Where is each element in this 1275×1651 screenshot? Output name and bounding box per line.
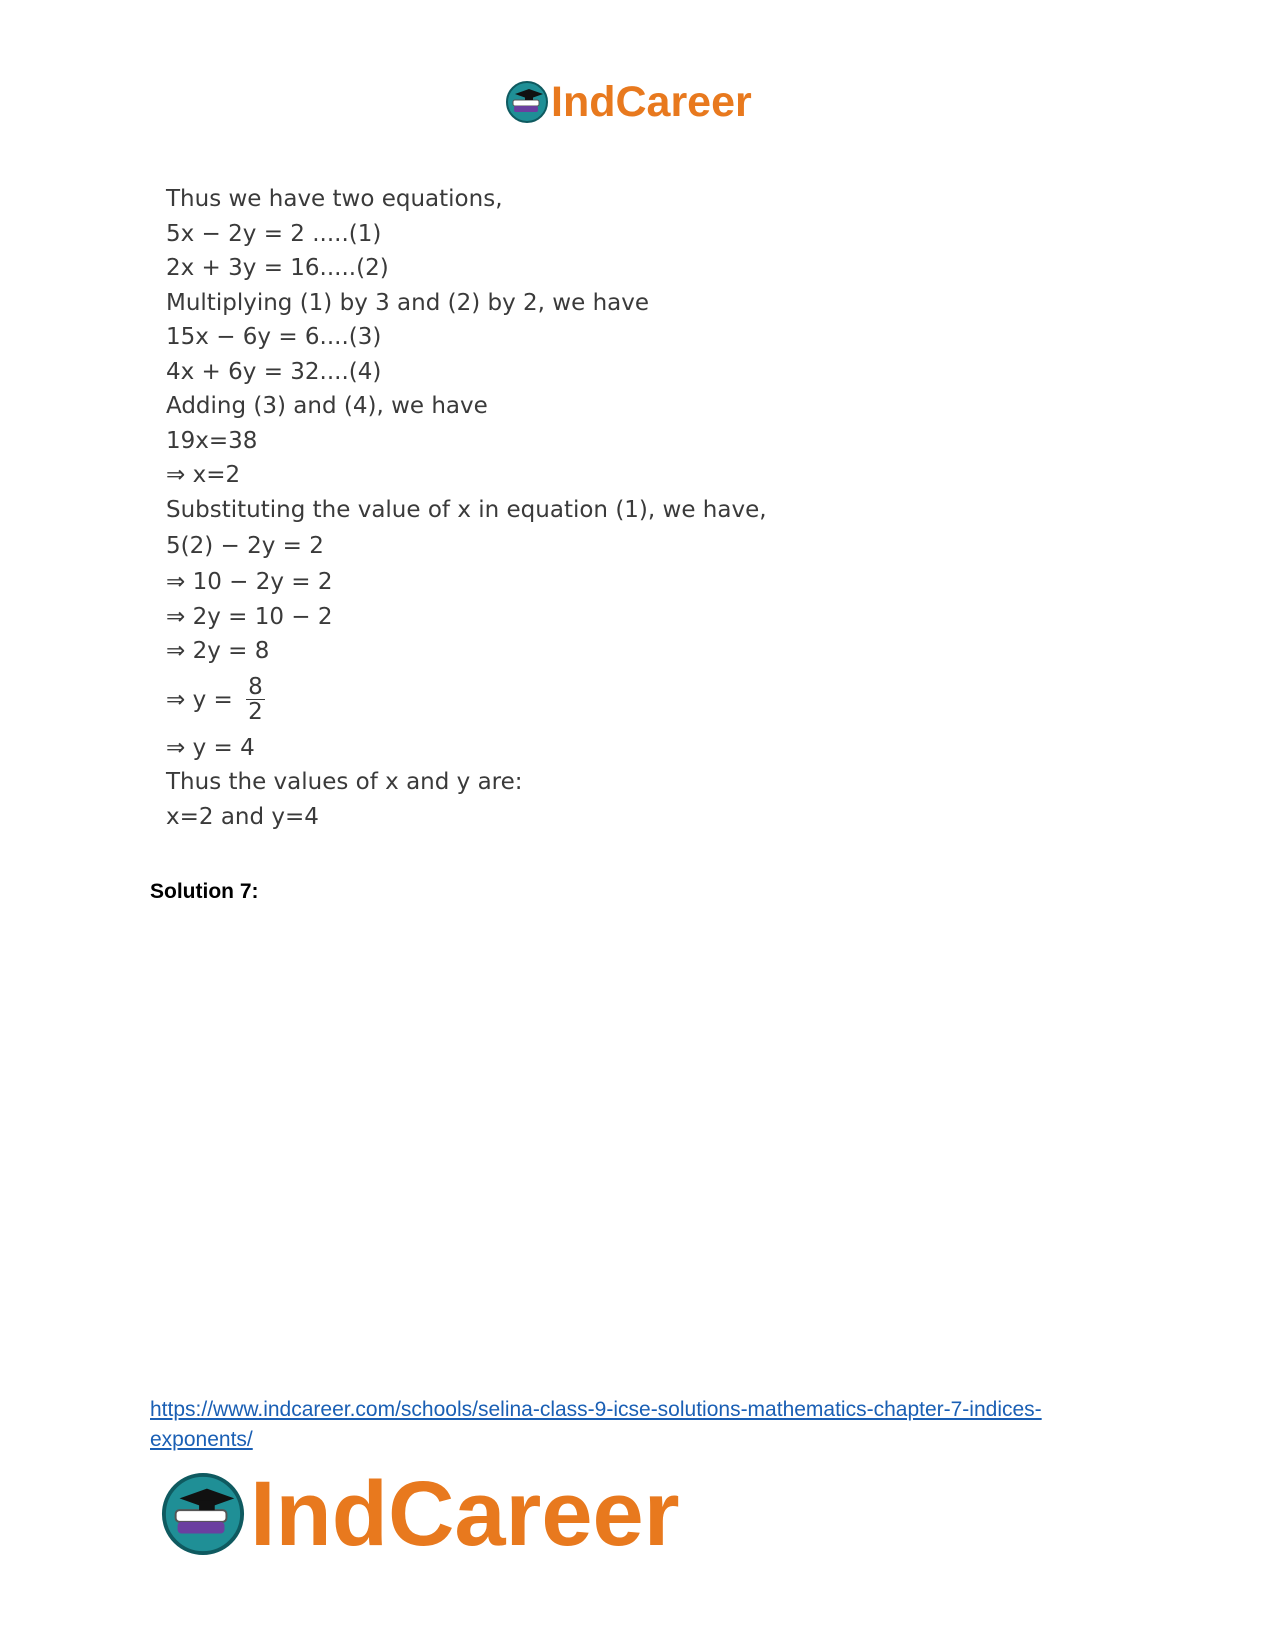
- footer-logo-text: IndCareer: [250, 1463, 680, 1565]
- solution-line: 2x + 3y = 16.....(2): [166, 255, 389, 281]
- solution-line: ⇒ 10 − 2y = 2: [166, 569, 333, 595]
- solution-line: 15x − 6y = 6....(3): [166, 324, 382, 350]
- footer-logo: [160, 1463, 680, 1565]
- solution-line: ⇒ 2y = 8: [166, 638, 270, 664]
- solution-line: Adding (3) and (4), we have: [166, 393, 488, 419]
- solution-line: 19x=38: [166, 427, 258, 454]
- fraction-line: [166, 671, 767, 729]
- solution-line: Thus we have two equations,: [166, 186, 503, 212]
- fraction: [246, 675, 265, 724]
- solution-body: [166, 182, 767, 834]
- solution-line: Thus the values of x and y are:: [166, 769, 523, 795]
- solution-heading: Solution 7:: [150, 880, 259, 903]
- book-graduation-cap-globe-icon: [160, 1471, 246, 1557]
- url-line-1: https://www.indcareer.com/schools/selina-class-9-icse-solutions-mathematics-chapter-7-indices-: [150, 1398, 1042, 1421]
- source-url-link[interactable]: [150, 1395, 1150, 1455]
- header-logo-text: IndCareer: [551, 77, 752, 126]
- solution-line: 5x − 2y = 2 .....(1): [166, 220, 382, 247]
- solution-line: ⇒ y = 4: [166, 734, 255, 761]
- solution-line: ⇒ x=2: [166, 462, 241, 488]
- solution-line: ⇒ 2y = 10 − 2: [166, 603, 333, 630]
- solution-line: Multiplying (1) by 3 and (2) by 2, we have: [166, 289, 650, 316]
- header-logo: [505, 77, 752, 126]
- book-graduation-cap-globe-icon: [505, 80, 549, 124]
- solution-line: x=2 and y=4: [166, 803, 319, 830]
- url-line-2: exponents/: [150, 1428, 253, 1451]
- fraction-prefix: ⇒ y =: [166, 686, 241, 713]
- solution-line: Substituting the value of x in equation (1), we have,: [166, 496, 767, 523]
- fraction-denominator: 2: [248, 699, 263, 725]
- fraction-numerator: 8: [248, 674, 263, 700]
- solution-line: 5(2) − 2y = 2: [166, 533, 324, 559]
- solution-line: 4x + 6y = 32....(4): [166, 358, 382, 385]
